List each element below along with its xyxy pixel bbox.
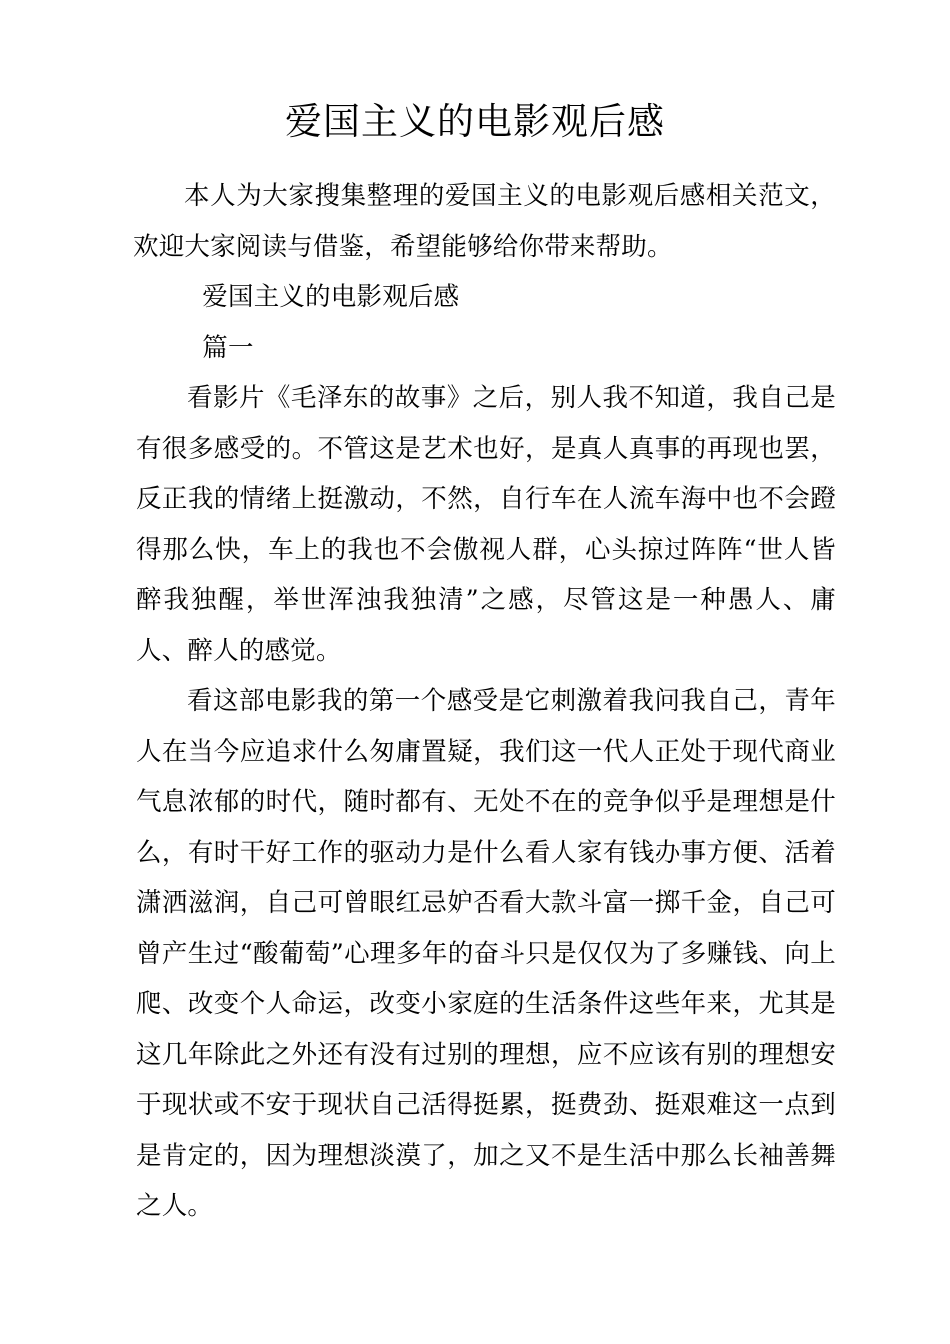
intro-paragraph: 本人为大家搜集整理的爱国主义的电影观后感相关范文，欢迎大家阅读与借鉴，希望能够给你带来帮助。 xyxy=(133,181,836,262)
document-title: 爱国主义的电影观后感 xyxy=(285,100,665,143)
section-label: 篇一 xyxy=(202,332,254,363)
subtitle: 爱国主义的电影观后感 xyxy=(202,282,460,312)
body-paragraph-2: 看这部电影我的第一个感受是它刺激着我问我自己，青年人在当今应追求什么匆庸置疑，我们这一代人正处于现代商业气息浓郁的时代，随时都有、无处不在的竞争似乎是理想是什么，有时干好工作的驱动力是什么看人家有钱办事方便、活着潇洒滋润，自己可曾眼红忌妒否看大款斗富一掷千金，自己可曾产生过“酸葡萄”心理多年的奋斗只是仅仅为了多赚钱、向上爬、改变个人命运，改变小家庭的生活条件这些年来，尤其是这几年除此之外还有没有过别的理想，应不应该有别的理想安于现状或不安于现状自己活得挺累，挺费劲、挺艰难这一点到是肯定的，因为理想淡漠了，加之又不是生活中那么长袖善舞之人。 xyxy=(136,686,836,1221)
document-body xyxy=(133,171,836,1232)
body-paragraph-1: 看影片《毛泽东的故事》之后，别人我不知道，我自己是有很多感受的。不管这是艺术也好，是真人真事的再现也罢，反正我的情绪上挺激动，不然，自行车在人流车海中也不会蹬得那么快，车上的我也不会傲视人群，心头掠过阵阵“世人皆醉我独醒，举世浑浊我独清”之感，尽管这是一种愚人、庸人、醉人的感觉。 xyxy=(136,383,836,666)
